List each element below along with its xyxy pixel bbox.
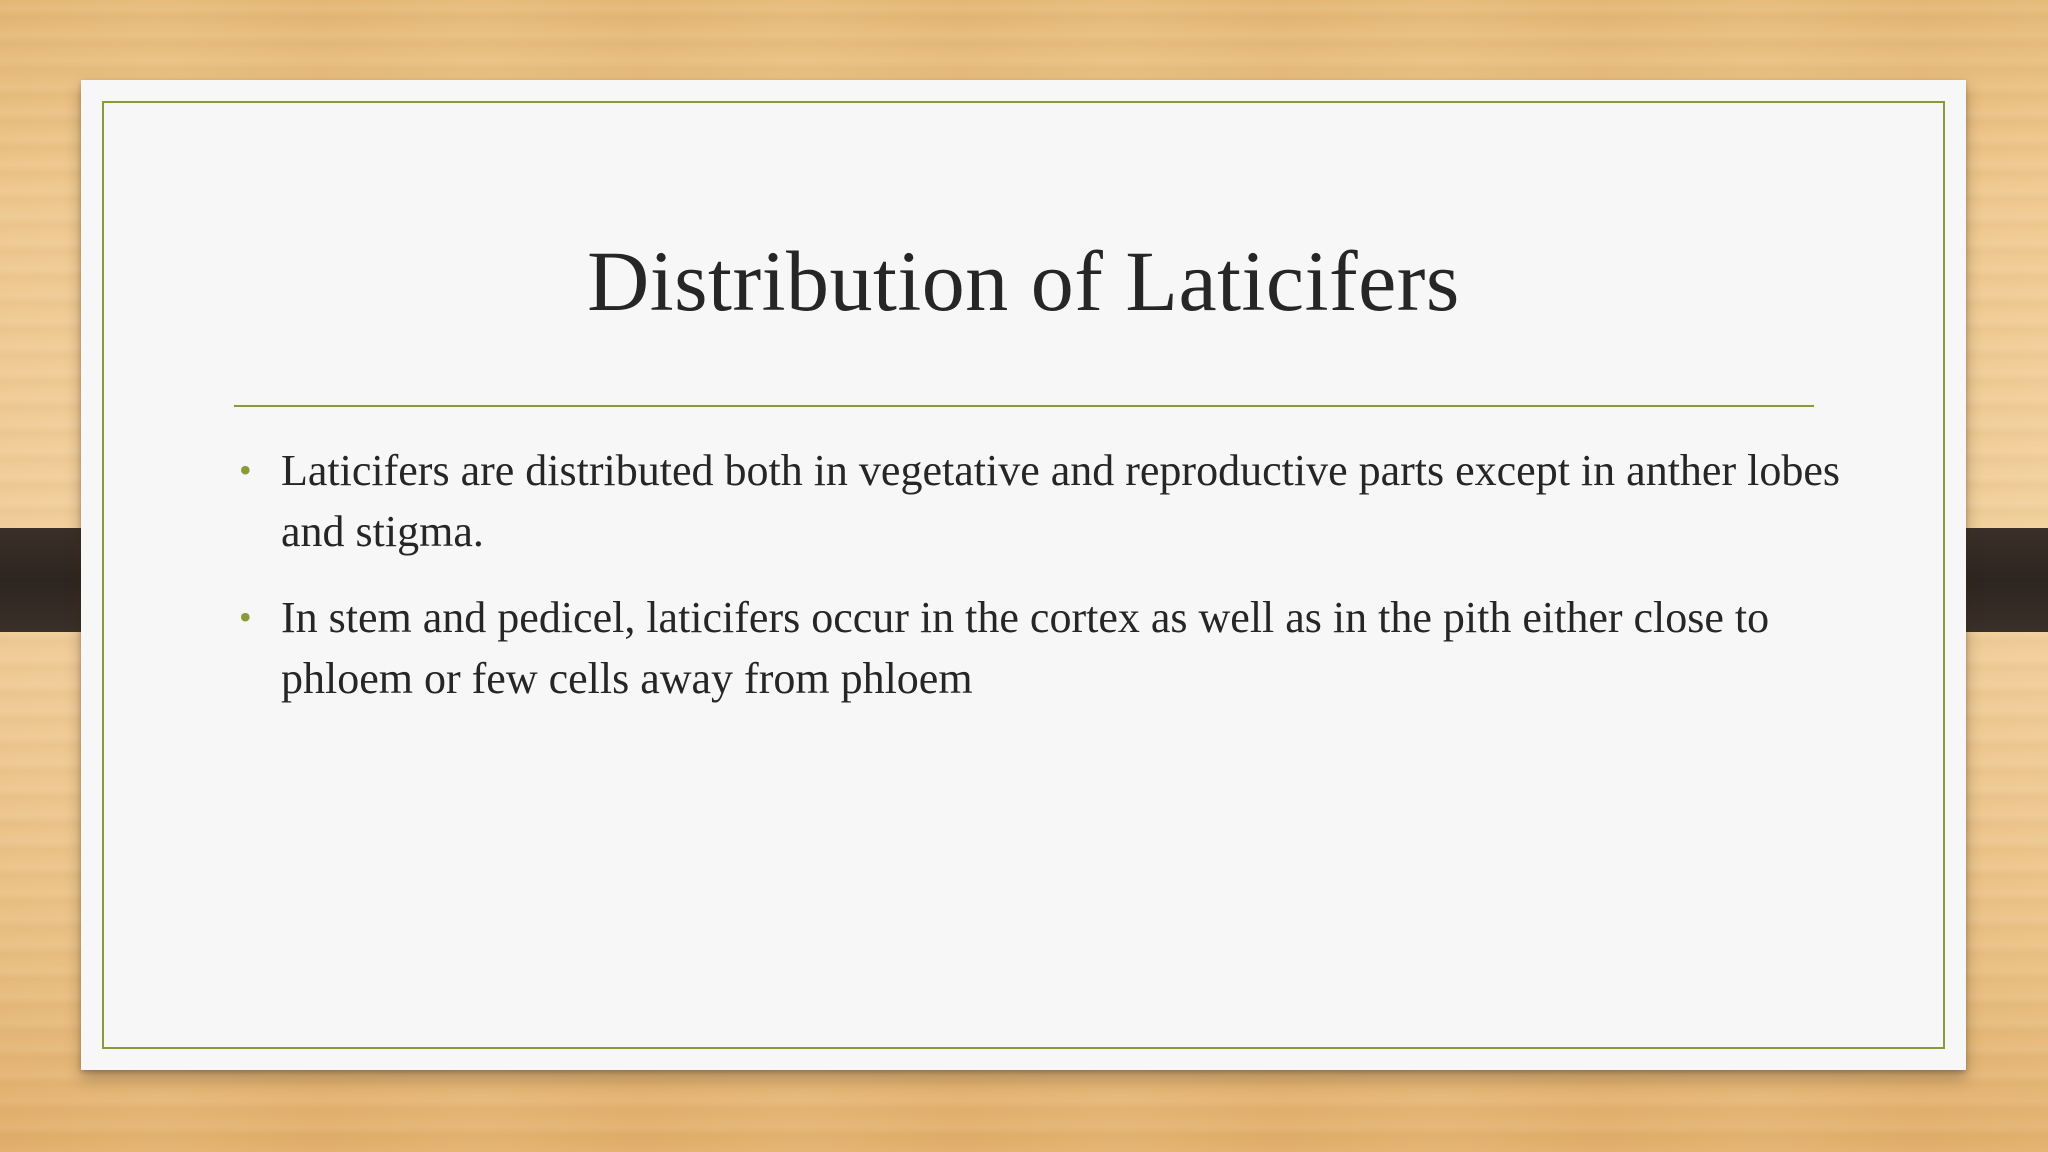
bullet-dot-icon: • — [239, 450, 252, 490]
bullet-dot-icon: • — [239, 597, 252, 637]
slide-card — [81, 80, 1966, 1070]
slide-title: Distribution of Laticifers — [587, 233, 1460, 329]
bullet-item — [231, 587, 1871, 709]
title-divider — [234, 405, 1814, 407]
bullet-list — [231, 440, 1871, 734]
bullet-text: Laticifers are distributed both in vegetative and reproductive parts except in anther lobes and stigma. — [281, 446, 1840, 556]
bullet-item — [231, 440, 1871, 562]
bullet-text: In stem and pedicel, laticifers occur in the cortex as well as in the pith either close to phloem or few cells away from phloem — [281, 593, 1770, 703]
